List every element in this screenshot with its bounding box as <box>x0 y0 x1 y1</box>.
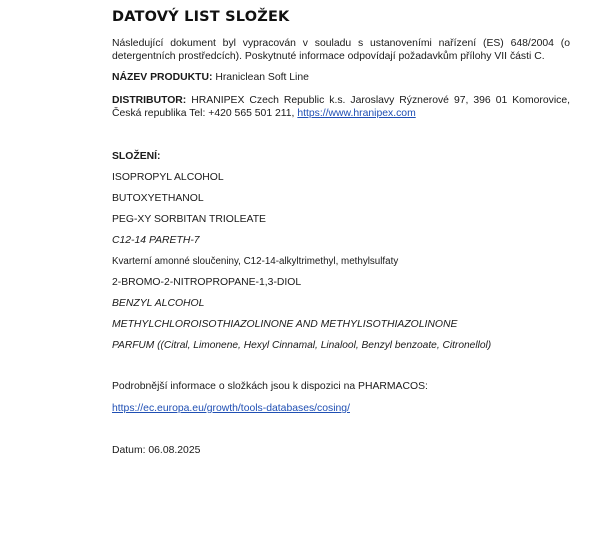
ingredient-item: PEG-XY SORBITAN TRIOLEATE <box>112 214 266 225</box>
intro-paragraph: Následující dokument byl vypracován v souladu s ustanoveními nařízení (ES) 648/2004 (o detergentních prostředcích). Poskytnuté informace odpovídají požadavkům přílohy VII části C. <box>112 38 570 62</box>
composition-label: SLOŽENÍ: <box>112 151 161 162</box>
more-info-text: Podrobnější informace o složkách jsou k dispozici na PHARMACOS: <box>112 381 428 392</box>
cosing-link[interactable]: https://ec.europa.eu/growth/tools-databases/cosing/ <box>112 403 350 414</box>
distributor-line <box>112 95 570 120</box>
distributor-label: DISTRIBUTOR: <box>112 95 187 106</box>
ingredient-item: ISOPROPYL ALCOHOL <box>112 172 224 183</box>
distributor-website-link[interactable]: https://www.hranipex.com <box>297 107 416 119</box>
document-title: DATOVÝ LIST SLOŽEK <box>112 9 290 25</box>
document-date: Datum: 06.08.2025 <box>112 445 201 456</box>
product-name-line <box>112 72 309 85</box>
product-name-value: Hraniclean Soft Line <box>215 72 309 83</box>
product-name-label: NÁZEV PRODUKTU: <box>112 72 213 83</box>
ingredient-item: PARFUM ((Citral, Limonene, Hexyl Cinnamal, Linalool, Benzyl benzoate, Citronellol) <box>112 340 492 351</box>
composition-heading <box>112 151 161 164</box>
ingredient-item: Kvarterní amonné sloučeniny, C12-14-alkyltrimethyl, methylsulfaty <box>112 256 399 267</box>
ingredient-item: METHYLCHLOROISOTHIAZOLINONE AND METHYLISOTHIAZOLINONE <box>112 319 458 330</box>
more-info-line <box>112 403 350 416</box>
distributor-value: HRANIPEX Czech Republic k.s. Jaroslavy Rýznerové 97, 396 01 Komorovice, Česká republika Tel: +420 565 501 211, <box>112 95 570 119</box>
ingredient-item: BUTOXYETHANOL <box>112 193 204 204</box>
ingredient-item: 2-BROMO-2-NITROPROPANE-1,3-DIOL <box>112 277 302 288</box>
ingredient-item: C12-14 PARETH-7 <box>112 235 200 246</box>
ingredient-item: BENZYL ALCOHOL <box>112 298 205 309</box>
